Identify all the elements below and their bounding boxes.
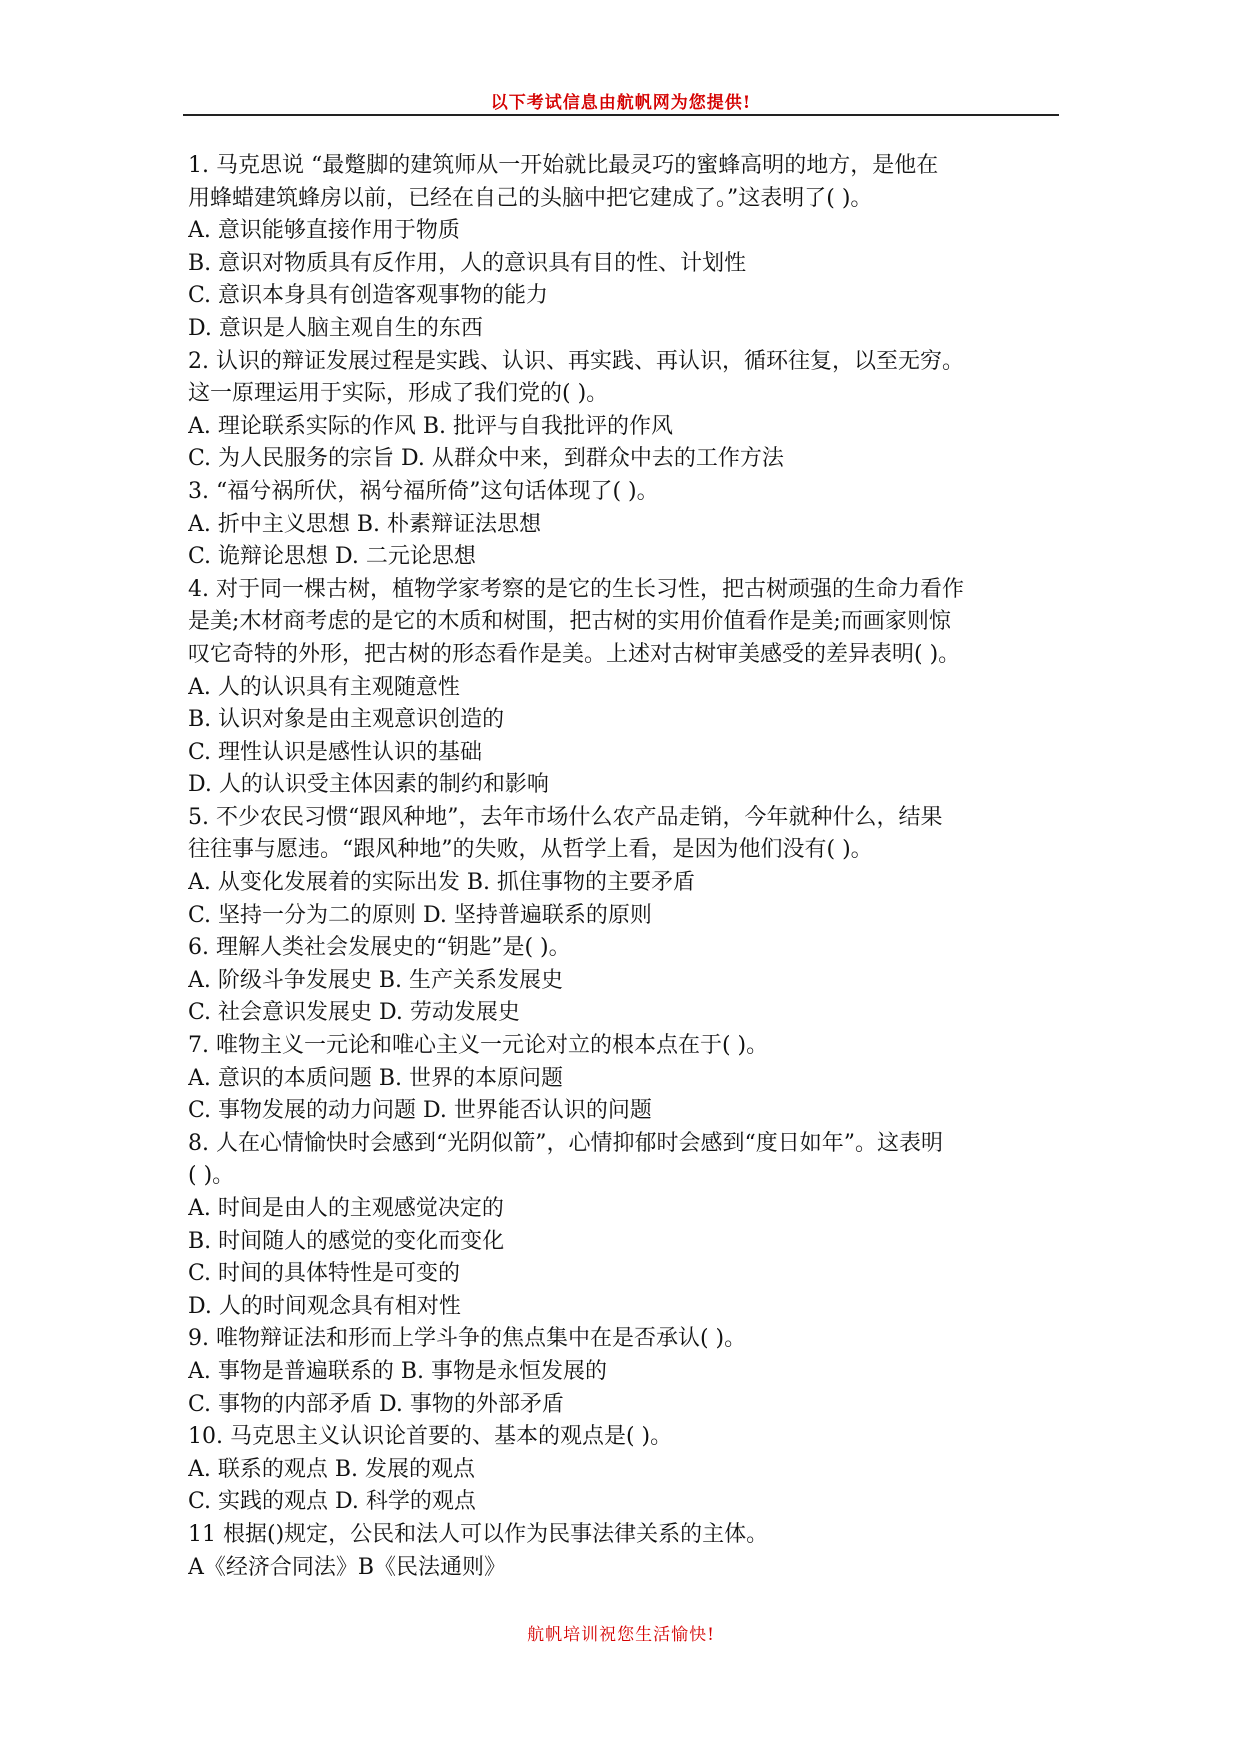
answer-option: C. 理性认识是感性认识的基础	[188, 739, 483, 765]
question-block	[188, 346, 1060, 476]
question-block	[188, 802, 1060, 932]
answer-option: B. 时间随人的感觉的变化而变化	[188, 1228, 505, 1254]
answer-option: B. 意识对物质具有反作用，人的意识具有目的性、计划性	[188, 250, 747, 276]
answer-option: C. 社会意识发展史 D. 劳动发展史	[188, 1000, 520, 1026]
answer-option: A. 折中主义思想 B. 朴素辩证法思想	[188, 511, 542, 537]
question-stem-line: 往往事与愿违。“跟风种地”的失败，从哲学上看，是因为他们没有( )。	[188, 837, 873, 863]
question-block	[188, 1421, 1060, 1519]
question-stem-line: 6. 理解人类社会发展史的“钥匙”是( )。	[188, 935, 571, 961]
question-stem-line: 叹它奇特的外形，把古树的形态看作是美。上述对古树审美感受的差异表明( )。	[188, 641, 961, 667]
answer-option: C. 时间的具体特性是可变的	[188, 1261, 461, 1287]
page-header-notice: 以下考试信息由航帆网为您提供!	[490, 93, 752, 113]
question-stem-line: 11 根据()规定，公民和法人可以作为民事法律关系的主体。	[188, 1521, 769, 1547]
answer-option: A. 事物是普遍联系的 B. 事物是永恒发展的	[188, 1358, 608, 1384]
question-stem-line: 9. 唯物辩证法和形而上学斗争的焦点集中在是否承认( )。	[188, 1326, 747, 1352]
question-list	[188, 150, 1060, 1584]
answer-option: C. 坚持一分为二的原则 D. 坚持普遍联系的原则	[188, 902, 652, 928]
answer-option: D. 人的时间观念具有相对性	[188, 1293, 461, 1319]
question-block	[188, 932, 1060, 1030]
answer-option: C. 事物的内部矛盾 D. 事物的外部矛盾	[188, 1391, 564, 1417]
answer-option: D. 意识是人脑主观自生的东西	[188, 315, 483, 341]
question-block	[188, 476, 1060, 574]
question-stem-line: 5. 不少农民习惯“跟风种地”，去年市场什么农产品走销，今年就种什么，结果	[188, 804, 943, 830]
question-block	[188, 574, 1060, 802]
question-stem-line: 7. 唯物主义一元论和唯心主义一元论对立的根本点在于( )。	[188, 1033, 769, 1059]
answer-option: A. 意识的本质问题 B. 世界的本原问题	[188, 1065, 564, 1091]
page-footer-notice: 航帆培训祝您生活愉快!	[527, 1625, 715, 1645]
question-block	[188, 150, 1060, 346]
question-stem-line: 1. 马克思说 “最蹩脚的建筑师从一开始就比最灵巧的蜜蜂高明的地方，是他在	[188, 153, 939, 178]
answer-option: A《经济合同法》B《民法通则》	[188, 1554, 507, 1580]
answer-option: A. 意识能够直接作用于物质	[188, 218, 460, 244]
answer-option: C. 实践的观点 D. 科学的观点	[188, 1489, 476, 1515]
question-stem-line: 4. 对于同一棵古树，植物学家考察的是它的生长习性，把古树顽强的生命力看作	[188, 576, 964, 602]
answer-option: C. 为人民服务的宗旨 D. 从群众中来，到群众中去的工作方法	[188, 446, 784, 472]
answer-option: B. 认识对象是由主观意识创造的	[188, 707, 505, 733]
question-stem-line: ( )。	[188, 1163, 235, 1189]
question-stem-line: 这一原理运用于实际，形成了我们党的( )。	[188, 381, 609, 407]
question-stem-line: 2. 认识的辩证发展过程是实践、认识、再实践、再认识，循环往复，以至无穷。	[188, 348, 964, 374]
answer-option: A. 理论联系实际的作风 B. 批评与自我批评的作风	[188, 413, 674, 439]
question-stem-line: 用蜂蜡建筑蜂房以前，已经在自己的头脑中把它建成了。”这表明了( )。	[188, 185, 873, 211]
answer-option: C. 意识本身具有创造客观事物的能力	[188, 283, 549, 309]
answer-option: C. 事物发展的动力问题 D. 世界能否认识的问题	[188, 1098, 652, 1124]
answer-option: A. 人的认识具有主观随意性	[188, 674, 460, 700]
question-stem-line: 8. 人在心情愉快时会感到“光阴似箭”，心情抑郁时会感到“度日如年”。这表明	[188, 1130, 943, 1156]
answer-option: A. 时间是由人的主观感觉决定的	[188, 1196, 504, 1221]
question-block	[188, 1519, 1060, 1584]
question-block	[188, 1128, 1060, 1324]
question-stem-line: 是美;木材商考虑的是它的木质和树围，把古树的实用价值看作是美;而画家则惊	[188, 609, 951, 635]
question-block	[188, 1323, 1060, 1421]
header-divider	[183, 114, 1059, 116]
question-stem-line: 3. “福兮祸所伏，祸兮福所倚”这句话体现了( )。	[188, 478, 659, 504]
answer-option: D. 人的认识受主体因素的制约和影响	[188, 772, 549, 798]
question-block	[188, 1030, 1060, 1128]
answer-option: A. 联系的观点 B. 发展的观点	[188, 1456, 476, 1482]
answer-option: C. 诡辩论思想 D. 二元论思想	[188, 544, 476, 570]
answer-option: A. 阶级斗争发展史 B. 生产关系发展史	[188, 967, 564, 993]
question-stem-line: 10. 马克思主义认识论首要的、基本的观点是( )。	[188, 1424, 673, 1450]
answer-option: A. 从变化发展着的实际出发 B. 抓住事物的主要矛盾	[188, 870, 696, 896]
